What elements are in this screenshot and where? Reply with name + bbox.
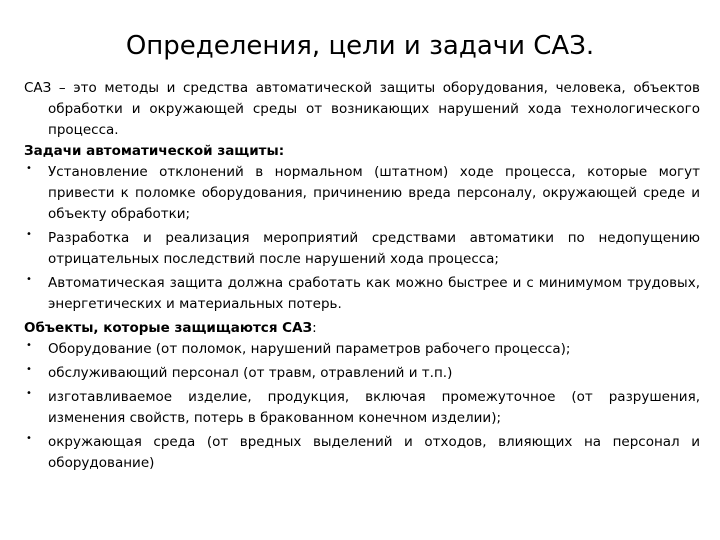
list-item: [24, 339, 700, 360]
list-item-text: изготавливаемое изделие, продукция, включая промежуточное (от разрушения, изменения свойств, потерь в бракованном конечном изделии);: [48, 389, 700, 426]
tasks-list: [24, 162, 700, 315]
list-item: [24, 363, 700, 384]
tasks-heading: Задачи автоматической защиты:: [24, 143, 285, 159]
definition-paragraph: САЗ – это методы и средства автоматической защиты оборудования, человека, объектов обработки и окружающей среды от возникающих нарушений хода технологического процесса.: [24, 80, 700, 138]
objects-list: [24, 339, 700, 474]
bullet-icon: •: [26, 364, 32, 375]
bullet-icon: •: [26, 274, 32, 285]
objects-heading: [24, 318, 700, 339]
bullet-icon: •: [26, 229, 32, 240]
list-item: [24, 273, 700, 315]
slide-content: [24, 78, 700, 477]
bullet-icon: •: [26, 340, 32, 351]
list-item-text: окружающая среда (от вредных выделений и отходов, влияющих на персонал и оборудование): [48, 434, 700, 471]
list-item: [24, 432, 700, 474]
bullet-icon: •: [26, 433, 32, 444]
slide-title: Определения, цели и задачи САЗ.: [125, 31, 595, 61]
list-item-text: Разработка и реализация мероприятий средствами автоматики по недопущению отрицательных последствий после нарушений хода процесса;: [48, 230, 700, 267]
bullet-icon: •: [26, 388, 32, 399]
list-item: [24, 228, 700, 270]
list-item-text: обслуживающий персонал (от травм, отравлений и т.п.): [48, 365, 453, 381]
list-item-text: Автоматическая защита должна сработать как можно быстрее и с минимумом трудовых, энергетических и материальных потерь.: [48, 275, 700, 312]
objects-heading-colon: :: [312, 320, 317, 336]
objects-heading-text: Объекты, которые защищаются САЗ: [24, 320, 313, 336]
list-item: [24, 162, 700, 225]
bullet-icon: •: [26, 163, 32, 174]
list-item: [24, 387, 700, 429]
list-item-text: Оборудование (от поломок, нарушений параметров рабочего процесса);: [48, 341, 571, 357]
list-item-text: Установление отклонений в нормальном (штатном) ходе процесса, которые могут привести к поломке оборудования, причинению вреда персоналу, окружающей среде и объекту обработки;: [48, 164, 700, 222]
